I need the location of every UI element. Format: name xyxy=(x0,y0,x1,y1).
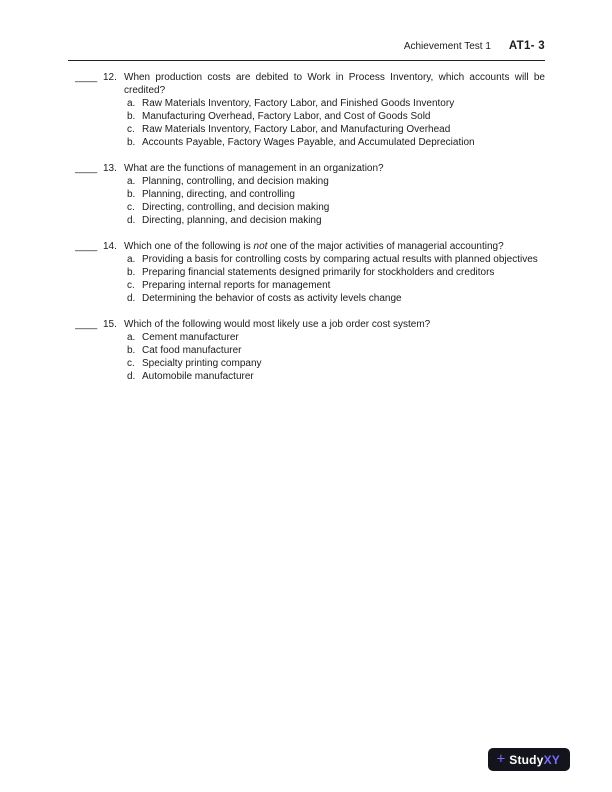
question-number: 15. xyxy=(103,319,117,330)
option-letter: c. xyxy=(127,124,135,135)
option-d xyxy=(127,214,545,227)
option-letter: a. xyxy=(127,332,136,343)
option-a xyxy=(127,175,545,188)
option-letter: b. xyxy=(127,267,136,278)
option-letter: c. xyxy=(127,202,135,213)
question-text: What are the functions of management in an organization? xyxy=(124,163,384,174)
question-number: 13. xyxy=(103,163,117,174)
answer-blank: ____ xyxy=(75,163,98,174)
option-text: Cement manufacturer xyxy=(142,332,239,343)
option-a xyxy=(127,253,545,266)
option-text: Planning, directing, and controlling xyxy=(142,189,295,200)
option-text: Planning, controlling, and decision making xyxy=(142,176,329,187)
option-a xyxy=(127,97,545,110)
option-d xyxy=(127,136,545,149)
question-13 xyxy=(75,162,545,227)
option-letter: c. xyxy=(127,358,135,369)
question-text xyxy=(124,240,545,253)
header-page-number: AT1- 3 xyxy=(508,40,545,52)
logo-brand-text xyxy=(509,753,560,767)
studyxy-logo xyxy=(488,748,570,771)
option-b xyxy=(127,266,545,279)
header-title: Achievement Test 1 xyxy=(403,41,491,52)
option-text: Raw Materials Inventory, Factory Labor, and Manufacturing Overhead xyxy=(142,124,451,135)
option-text: Accounts Payable, Factory Wages Payable, and Accumulated Depreciation xyxy=(142,137,475,148)
question-number: 14. xyxy=(103,241,117,252)
option-letter: b. xyxy=(127,189,136,200)
question-row xyxy=(75,240,545,253)
option-text: Preparing internal reports for management xyxy=(142,280,331,291)
option-letter: a. xyxy=(127,254,136,265)
options-list xyxy=(127,331,545,383)
question-text-before: Which one of the following is xyxy=(124,241,254,252)
option-letter: a. xyxy=(127,176,136,187)
page-header xyxy=(68,36,545,61)
answer-blank: ____ xyxy=(75,72,98,83)
question-row xyxy=(75,162,545,175)
option-text: Cat food manufacturer xyxy=(142,345,242,356)
answer-blank: ____ xyxy=(75,241,98,252)
option-c xyxy=(127,279,545,292)
option-letter: c. xyxy=(127,280,135,291)
option-d xyxy=(127,370,545,383)
option-letter: b. xyxy=(127,111,136,122)
question-row xyxy=(75,318,545,331)
option-b xyxy=(127,110,545,123)
option-letter: d. xyxy=(127,371,136,382)
option-c xyxy=(127,357,545,370)
option-b xyxy=(127,188,545,201)
options-list xyxy=(127,97,545,149)
options-list xyxy=(127,175,545,227)
logo-brand-accent: XY xyxy=(543,752,560,767)
plus-icon: + xyxy=(496,750,506,768)
option-letter: a. xyxy=(127,98,136,109)
option-letter: b. xyxy=(127,345,136,356)
option-text: Automobile manufacturer xyxy=(142,371,254,382)
option-c xyxy=(127,123,545,136)
option-d xyxy=(127,292,545,305)
option-text: Specialty printing company xyxy=(142,358,262,369)
option-text: Directing, planning, and decision making xyxy=(142,215,322,226)
question-text-italic: not xyxy=(253,241,268,252)
option-text: Determining the behavior of costs as activity levels change xyxy=(142,293,402,304)
answer-blank: ____ xyxy=(75,319,98,330)
question-list xyxy=(75,71,545,396)
question-14 xyxy=(75,240,545,305)
option-c xyxy=(127,201,545,214)
option-letter: b. xyxy=(127,137,136,148)
question-15 xyxy=(75,318,545,383)
logo-brand-main: Study xyxy=(509,752,544,767)
option-letter: d. xyxy=(127,293,136,304)
option-letter: d. xyxy=(127,215,136,226)
question-text: When production costs are debited to Work in Process Inventory, which accounts will be credited? xyxy=(124,72,545,96)
option-text: Directing, controlling, and decision making xyxy=(142,202,330,213)
options-list xyxy=(127,253,545,305)
question-row xyxy=(75,71,545,97)
option-text: Providing a basis for controlling costs by comparing actual results with planned objectives xyxy=(142,254,538,265)
option-text: Raw Materials Inventory, Factory Labor, and Finished Goods Inventory xyxy=(142,98,455,109)
question-text: Which of the following would most likely use a job order cost system? xyxy=(124,319,431,330)
option-text: Preparing financial statements designed primarily for stockholders and creditors xyxy=(142,267,495,278)
option-a xyxy=(127,331,545,344)
question-12 xyxy=(75,71,545,149)
option-b xyxy=(127,344,545,357)
question-number: 12. xyxy=(103,72,117,83)
option-text: Manufacturing Overhead, Factory Labor, and Cost of Goods Sold xyxy=(142,111,431,122)
question-text-after: one of the major activities of managerial accounting? xyxy=(267,241,504,252)
